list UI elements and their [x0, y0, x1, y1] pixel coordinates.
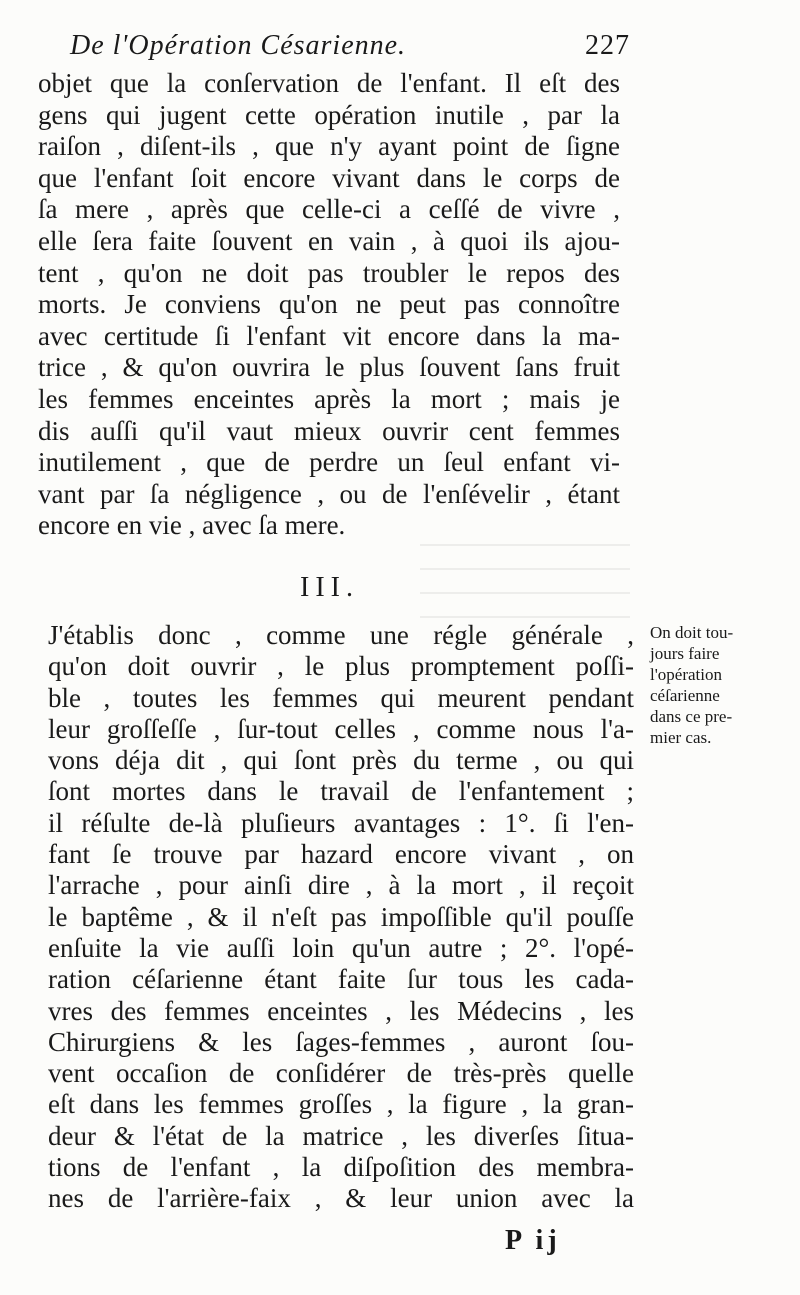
margin-note-line: l'opération: [650, 665, 722, 684]
text-line: dis auſſi qu'il vaut mieux ouvrir cent femmes: [38, 415, 620, 446]
text-line: morts. Je conviens qu'on ne peut pas connoître: [38, 289, 620, 320]
text-line: ſont mortes dans le travail de l'enfantement ;: [48, 776, 634, 807]
text-line: vant par ſa négligence , ou de l'enſévelir , étant: [38, 478, 620, 509]
text-line: tent , qu'on ne doit pas troubler le repos des: [38, 257, 620, 288]
text-line: Chirurgiens & les ſages-femmes , auront ſou-: [48, 1026, 634, 1057]
paragraph-b: [48, 620, 634, 1215]
text-line: raiſon , diſent-ils , que n'y ayant point de ſigne: [38, 131, 620, 162]
paragraph-a: [38, 68, 620, 542]
text-line: avec certitude ſi l'enfant vit encore dans la ma-: [38, 320, 620, 351]
text-line: ration céſarienne étant faite ſur tous les cada-: [48, 964, 634, 995]
signature-mark: P ij: [505, 1225, 561, 1256]
text-line: l'arrache , pour ainſi dire , à la mort , il reçoit: [48, 870, 634, 901]
text-line: leur groſſeſſe , ſur-tout celles , comme nous l'a-: [48, 713, 634, 744]
text-line: tions de l'enfant , la diſpoſition des membra-: [48, 1152, 634, 1183]
section-number: III.: [300, 572, 359, 603]
text-line: le baptême , & il n'eſt pas impoſſible qu'il pouſſe: [48, 901, 634, 932]
text-line: vons déja dit , qui ſont près du terme , ou qui: [48, 745, 634, 776]
text-line: vres des femmes enceintes , les Médecins , les: [48, 995, 634, 1026]
text-line: qu'on doit ouvrir , le plus promptement poſſi-: [48, 651, 634, 682]
margin-note-line: dans ce pre-: [650, 707, 733, 726]
text-line: ſa mere , après que celle-ci a ceſſé de vivre ,: [38, 194, 620, 225]
text-line: elle ſera faite ſouvent en vain , à quoi ils ajou-: [38, 225, 620, 256]
text-line: inutilement , que de perdre un ſeul enfant vi-: [38, 447, 620, 478]
text-line: trice , & qu'on ouvrira le plus ſouvent ſans fruit: [38, 352, 620, 383]
text-line: ble , toutes les femmes qui meurent pendant: [48, 682, 634, 713]
text-line: vent occaſion de conſidérer de très-près quelle: [48, 1058, 634, 1089]
margin-note: [650, 622, 790, 748]
header-title: De l'Opération Césarienne.: [70, 30, 407, 61]
margin-note-line: céſarienne: [650, 686, 720, 705]
margin-note-line: On doit tou-: [650, 623, 734, 642]
text-line: J'établis donc , comme une régle générale ,: [48, 620, 634, 650]
margin-note-line: mier cas.: [650, 728, 712, 747]
text-line: nes de l'arrière-faix , & leur union avec la: [48, 1183, 634, 1214]
text-line: objet que la conſervation de l'enfant. Il eſt des: [38, 68, 620, 98]
text-line: eſt dans les femmes groſſes , la figure , la gran-: [48, 1089, 634, 1120]
text-line: que l'enfant ſoit encore vivant dans le corps de: [38, 162, 620, 193]
text-line: deur & l'état de la matrice , les diverſes ſitua-: [48, 1120, 634, 1151]
text-line: gens qui jugent cette opération inutile , par la: [38, 99, 620, 130]
bleed-through-shadow: [420, 528, 630, 618]
running-header: [70, 30, 630, 70]
margin-note-line: jours faire: [650, 644, 720, 663]
text-line: les femmes enceintes après la mort ; mais je: [38, 383, 620, 414]
text-line: il réſulte de-là pluſieurs avantages : 1°. ſi l'en-: [48, 807, 634, 838]
page-number: 227: [585, 30, 630, 61]
text-line-last: encore en vie , avec ſa mere.: [38, 510, 346, 541]
text-line: enſuite la vie auſſi loin qu'un autre ; 2°. l'opé-: [48, 932, 634, 963]
text-line: fant ſe trouve par hazard encore vivant , on: [48, 839, 634, 870]
